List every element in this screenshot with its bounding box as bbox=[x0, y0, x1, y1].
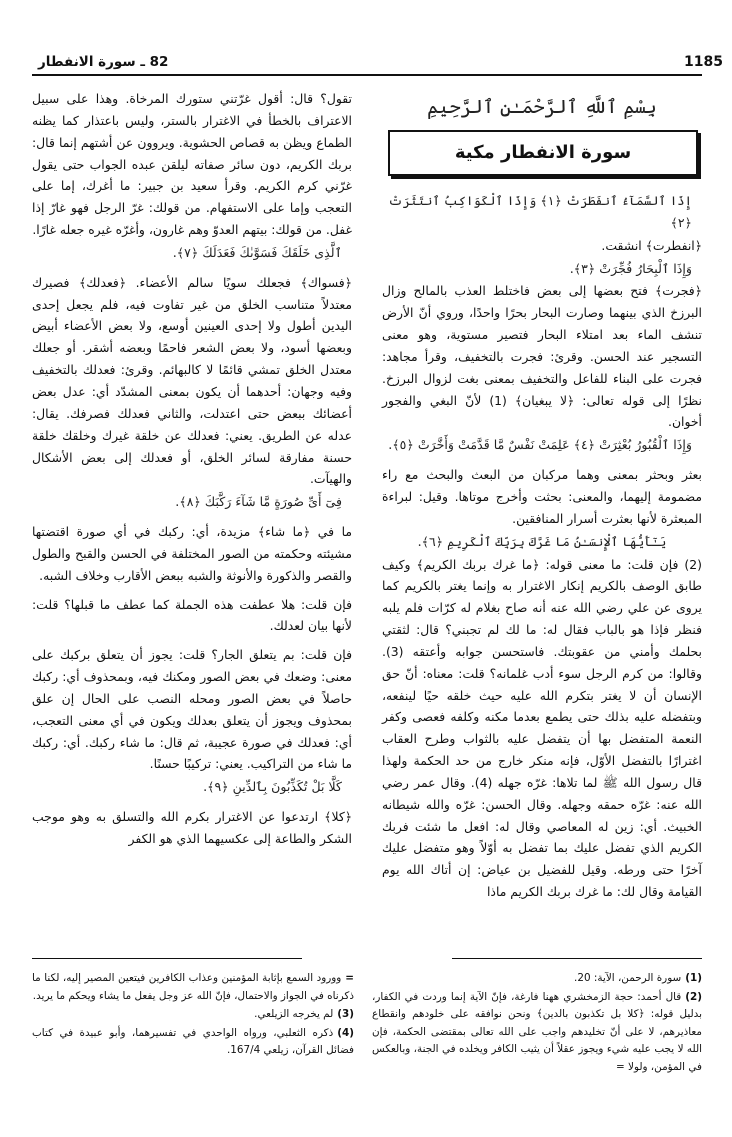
spacer bbox=[32, 799, 352, 806]
footnote bbox=[32, 1006, 354, 1024]
footnote-number: (1) bbox=[685, 972, 702, 984]
footnote-text: لم يخرجه الزيلعي. bbox=[254, 1008, 334, 1021]
footnote-divider-right bbox=[452, 958, 702, 959]
footnote-number: (4) bbox=[337, 1026, 354, 1039]
commentary-ma-gharraka: (2) فإن قلت: ما معنى قوله: ﴿ما غرك بربك الكريم﴾ وكيف طابق الوصف بالكريم إنكار الاغترار به وإنما يغتر بالكريم كما يروى عن علي رضي الله عنه أنه صاح بغلام له كرّات فلم يلبه فنظر فإذا هو بالباب فقال له: ما لك لم تجبني؟ قال: لثقتي بحلمك وأمني من عقوبتك. فاستحسن جوابه وأعتقه (3). وقالوا: من كرم الرجل سوء أدب غلمانه؟ قلت: معناه: أنّ حق الإنسان أن لا يغتر بتكرم الله عليه حيث خلقه حيًا لينفعه، وبتفضله عليه بذلك حتى يطمع بعدما مكنه وكلفه فعصى وكفر النعمة المتفضل بها أن يتفضل عليه بالثواب وطرح العقاب اغترارًا بالتفضل الأوّل، فإنه منكر خارج من حد الحكمة ولهذا قال رسول الله ﷺ لما تلاها: غرّه جهله (4). وقال عمر رضي الله عنه: غرّه حمقه وجهله. وقال الحسن: غرّه والله شيطانه الخبيث. أي: زين له المعاصي وقال له: افعل ما شئت فربك الكريم الذي تفضل عليك بما تفضل به أوّلاً وهو متفضل عليك آخرًا حتى ورطه. وقيل للفضيل بن عياض: إن أتاك الله يوم القيامة وقال لك: ما غرك بربك الكريم ماذا bbox=[382, 556, 702, 900]
commentary-continuation: تقول؟ قال: أقول غرّتني ستورك المرخاة. وهذا على سبيل الاعتراف بالخطأ في الاغترار بالستر، وليس باعتذار كما يظنه الطماع ويظن به قصاص الحشوية. ويروون عن أشتهم إنما قال: بربك الكريم، دون سائر صفاته ليلقن عبده الجواب حتى يقول غرّني كرم الكريم. وقرأ سعيد بن جبير: ما أغرك، إما على التعجب وإما على الاستفهام. من قولك: غرّ الرجل فهو غارّ إذا غفل. من قولك: بيتهم العدوّ وهم غارون، وأغرّه غيره جعله غارًا. bbox=[32, 91, 352, 238]
commentary-question-jar: فإن قلت: بم يتعلق الجار؟ قلت: يجوز أن يتعلق بركبك على معنى: وضعك في بعض الصور ومكنك فيه، وبمحذوف أي: ركبك حاصلاً في بعض الصور ومحله النصب على الحال إن علق بمحذوف ويجوز أن يتعلق بعدلك ويكون في أي معنى التعجب، أي: فعدلك في صورة عجيبة، ثم قال: ما شاء ركبك. أي: ركبك ما شاء من التراكيب. يعني: تركيبًا حسنًا. bbox=[32, 647, 352, 772]
ayah-6: يَـٰٓأَيُّهَا ٱلْإِنسَـٰنُ مَا غَرَّكَ بِرَبِّكَ ٱلْكَرِيمِ ﴿٦﴾. bbox=[417, 533, 667, 549]
ayah-4-5: وَإِذَا ٱلْقُبُورُ بُعْثِرَتْ ﴿٤﴾ عَلِمَتْ نَفْسٌ مَّا قَدَّمَتْ وَأَخَّرَتْ ﴿٥﴾. bbox=[388, 437, 692, 453]
spacer bbox=[382, 457, 702, 464]
footnote-text: سورة الرحمن، الآية: 20. bbox=[574, 972, 682, 984]
footnote bbox=[372, 970, 702, 988]
footnote-text: ذكره الثعلبي، ورواه الواحدي في تفسيرهما، وأبو عبيدة في كتاب فضائل القرآن، زيلعي 167/4. bbox=[32, 1026, 354, 1057]
footnote-number: (3) bbox=[337, 1008, 354, 1021]
commentary-ma-shaa: ما في ﴿ما شاء﴾ مزيدة، أي: ركبك في أي صورة اقتضتها مشيئته وحكمته من الصور المختلفة في الحسن والقبح والطول والقصر والذكورة والأنوثة والشبه ببعض الأقارب وخلاف الشبه. bbox=[32, 524, 352, 583]
spacer bbox=[32, 587, 352, 594]
commentary-buthirat: بعثر وبحثر بمعنى وهما مركبان من البعث والبحث مع راء مضمومة إليهما، والمعنى: بحثت وأخرج موتاها. وقيل: لبراءة المبعثرة لأنها بعثرت أسرار المنافقين. bbox=[382, 467, 702, 526]
spacer bbox=[32, 637, 352, 644]
footnote bbox=[32, 970, 354, 1005]
page-header bbox=[32, 52, 723, 76]
footnote-text: وورود السمع بإثابة المؤمنين وعذاب الكافرين فيتعين المصير إليه، لكنا ما ذكرناه في الجواز والاحتمال، فإنّ الله عز وجل يفعل ما يشاء ويحكم ما يريد. bbox=[32, 972, 354, 1002]
left-column bbox=[32, 88, 352, 850]
footnote bbox=[32, 1025, 354, 1060]
footnote-text: قال أحمد: حجة الزمخشري ههنا فارغة، فإنّ الآية إنما وردت في الكفار، بدليل قوله: ﴿كلا بل تكذبون بالدين﴾ ونحن نوافقه على خلودهم وانقطاع معاذيرهم، لا على أنّ تخليدهم واجب على الله تعالى بمقتضى الحكمة، فإن الله لا يجب عليه شيء ويجوز عقلاً أن يثيب الكافر ويخلده في الجنة، وبالعكس في المؤمن، ولولا = bbox=[372, 990, 702, 1073]
basmala: بِسْمِ ٱللَّهِ ٱلرَّحْمَـٰنِ ٱلرَّحِيمِ bbox=[427, 96, 657, 118]
ayah-7: ٱلَّذِى خَلَقَكَ فَسَوَّىٰكَ فَعَدَلَكَ ﴿٧﴾. bbox=[172, 244, 342, 260]
footnotes-left bbox=[32, 970, 354, 1061]
footnotes-right bbox=[372, 970, 702, 1078]
commentary-infatarat: ﴿انفطرت﴾ انشقت. bbox=[601, 237, 702, 253]
ayah-1-2: إِذَا ٱلسَّمَآءُ ٱنفَطَرَتْ ﴿١﴾ وَإِذَا ٱلْكَوَاكِبُ ٱنتَثَرَتْ ﴿٢﴾ bbox=[388, 193, 692, 230]
right-column bbox=[382, 88, 702, 903]
spacer bbox=[32, 514, 352, 521]
footnote bbox=[372, 989, 702, 1077]
footnote-number: = bbox=[345, 972, 354, 984]
ayah-3: وَإِذَا ٱلْبِحَارُ فُجِّرَتْ ﴿٣﴾. bbox=[569, 260, 692, 276]
footnote-number: (2) bbox=[685, 990, 702, 1003]
running-surah-title: 82 ـ سورة الانفطار bbox=[38, 54, 169, 70]
surah-title-box: سورة الانفطار مكية bbox=[388, 130, 698, 176]
ayah-9: كَلَّا بَلْ تُكَذِّبُونَ بِٱلدِّينِ ﴿٩﴾. bbox=[203, 779, 342, 795]
footnote-divider-left bbox=[32, 958, 302, 959]
spacer bbox=[32, 265, 352, 272]
commentary-kalla: ﴿كلا﴾ ارتدعوا عن الاغترار بكرم الله والتسلق به وهو موجب الشكر والطاعة إلى عكسيهما الذي هو الكفر bbox=[32, 809, 352, 846]
ayah-8: فِىٓ أَىِّ صُورَةٍ مَّا شَآءَ رَكَّبَكَ ﴿٨﴾. bbox=[175, 494, 342, 510]
footnotes bbox=[32, 958, 702, 1108]
commentary-question-atf: فإن قلت: هلا عطفت هذه الجملة كما عطف ما قبلها؟ قلت: لأنها بيان لعدلك. bbox=[32, 596, 352, 634]
commentary-fasawwaka: ﴿فسواك﴾ فجعلك سويًا سالم الأعضاء. ﴿فعدلك﴾ فصيرك معتدلاً متناسب الخلق من غير تفاوت فيه، فلم يجعل إحدى اليدين أطول ولا إحدى العينين أوسع، ولا بعض الأعضاء أبيض وبعضها أسود، ولا بعض الشعر فاحمًا وبعضه أشقر. أو جعلك معتدل الخلق تمشي قائمًا لا كالبهائم. وقرئ: فعدلك بالتخفيف وفيه وجهان: أحدهما أن يكون بمعنى المشدّد أي: عدل بعض أعضائك ببعض حتى اعتدلت، والثاني فعدلك فصرفك. يقال: عدله عن الطريق. يعني: فعدلك عن خلقة غيرك وخلقك خلقة حسنة مفارقة لسائر الخلق، أو فعدلك إلى بعض الأشكال والهيآت. bbox=[32, 274, 352, 487]
commentary-fujjirat: ﴿فجرت﴾ فتح بعضها إلى بعض فاختلط العذب بالمالح وزال البرزخ الذي بينهما وصارت البحار بحرًا واحدًا، وروي أنّ الأرض تنشف الماء بعد امتلاء البحار فتصير مستوية، وهو معنى التسجير عند الحسن. وقرئ: فجرت بالتخفيف، وقرأ مجاهد: فجرت على البناء للفاعل والتخفيف بمعنى بغت لزوال البرزخ. نظرًا إلى قوله تعالى: ﴿لا يبغيان﴾ (1) لأنّ البغي والفجور أخوان. bbox=[382, 283, 702, 430]
page-number: 1185 bbox=[684, 54, 723, 70]
